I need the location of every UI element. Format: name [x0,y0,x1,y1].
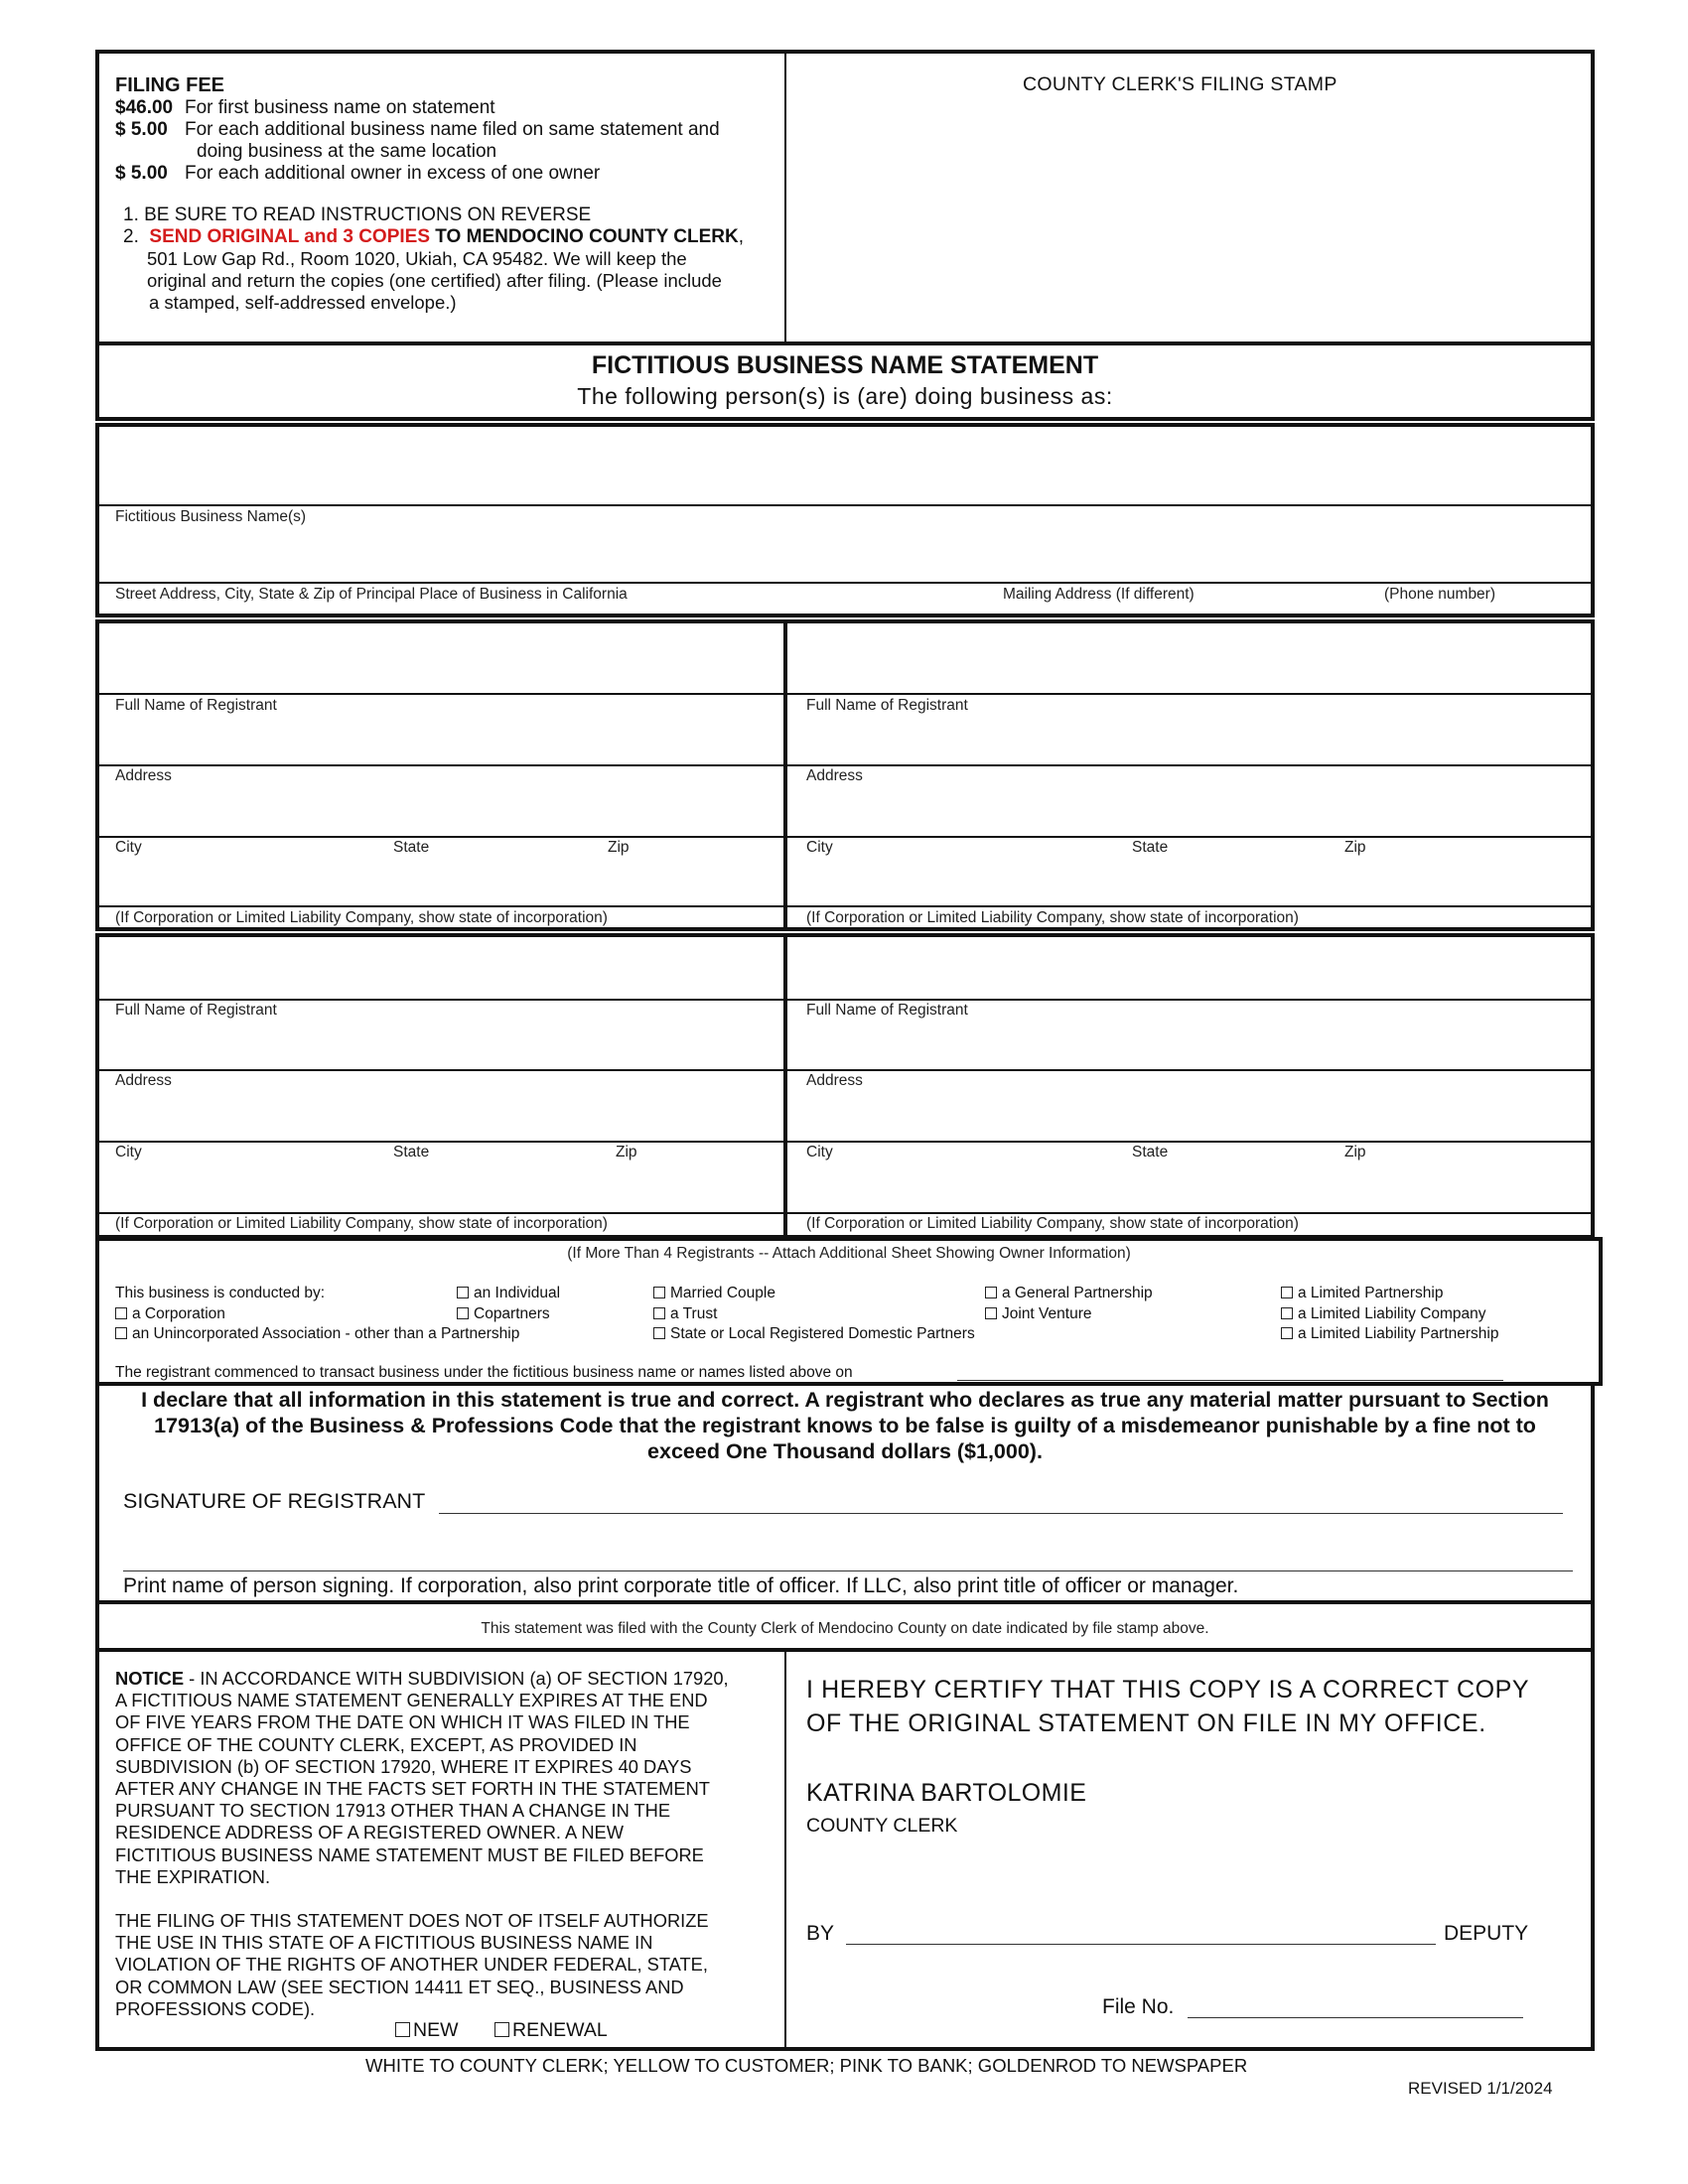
rule [97,836,784,838]
registrant-4-name-field[interactable] [790,939,1589,999]
street-address-label: Street Address, City, State & Zip of Principal Place of Business in California [115,586,628,603]
notice-line: OF FIVE YEARS FROM THE DATE ON WHICH IT WAS FILED IN THE [115,1711,690,1733]
fee-row: $46.00 For first business name on statement [115,97,495,118]
print-name-instructions: Print name of person signing. If corporation, also print corporate title of officer. If LLC, also print title of officer or manager. [123,1574,1239,1597]
fee-row: $ 5.00 For each additional business name filed on same statement and [115,119,720,140]
notice-line: FICTITIOUS BUSINESS NAME STATEMENT MUST BE FILED BEFORE [115,1843,704,1865]
address-label: Address [806,1072,863,1089]
registrants-divider [783,935,787,1237]
file-no-label: File No. [1102,1995,1175,2018]
commenced-label: The registrant commenced to transact business under the fictitious business name or names listed above on [115,1364,853,1381]
declaration-line: I declare that all information in this statement is true and correct. A registrant who declares as true any material matter pursuant to Section [141,1388,1549,1412]
notice-line: AFTER ANY CHANGE IN THE FACTS SET FORTH IN THE STATEMENT [115,1778,710,1800]
notice-line: THE EXPIRATION. [115,1865,271,1887]
commenced-date-field[interactable] [957,1358,1503,1381]
state-label: State [1132,1144,1169,1160]
incorporation-label: (If Corporation or Limited Liability Company, show state of incorporation) [806,1215,1299,1232]
zip-label: Zip [1344,839,1366,856]
rule [787,999,1593,1001]
checkbox-icon [653,1287,665,1298]
checkbox-copartners[interactable]: Copartners [457,1305,550,1323]
rule [97,905,784,907]
full-name-label: Full Name of Registrant [806,1002,968,1019]
rule [787,905,1593,907]
fee-row: doing business at the same location [197,141,497,162]
checkbox-icon [457,1287,469,1298]
full-name-label: Full Name of Registrant [115,1002,277,1019]
checkbox-llc[interactable]: a Limited Liability Company [1281,1305,1486,1323]
notice-line: THE USE IN THIS STATE OF A FICTITIOUS BUSINESS NAME IN [115,1932,653,1954]
header-divider [784,52,786,343]
checkbox-icon [1281,1307,1293,1319]
instruction-1: 1. BE SURE TO READ INSTRUCTIONS ON REVERSE [123,205,592,225]
rule [97,582,1593,584]
notice-section [115,1668,771,2020]
deputy-label: DEPUTY [1444,1922,1529,1945]
rule [97,1141,784,1143]
zip-label: Zip [1344,1144,1366,1160]
signature-label: SIGNATURE OF REGISTRANT [123,1489,426,1513]
checkbox-icon [985,1287,997,1298]
form-title: FICTITIOUS BUSINESS NAME STATEMENT [591,351,1099,379]
street-address-field[interactable] [101,528,1589,582]
bottom-divider [784,1650,786,2049]
mailing-address-label: Mailing Address (If different) [1003,586,1195,603]
filing-fee-section [115,73,744,314]
zip-label: Zip [608,839,630,856]
checkbox-llp[interactable]: a Limited Liability Partnership [1281,1325,1498,1343]
full-name-label: Full Name of Registrant [115,697,277,714]
instruction-2-line: 501 Low Gap Rd., Room 1020, Ukiah, CA 95482. We will keep the [147,248,687,269]
by-label: BY [806,1922,835,1945]
incorporation-label: (If Corporation or Limited Liability Company, show state of incorporation) [806,909,1299,926]
address-label: Address [115,767,172,784]
checkbox-icon [457,1307,469,1319]
checkbox-icon [1281,1287,1293,1298]
rule [787,1069,1593,1071]
declaration-line: 17913(a) of the Business & Professions Code that the registrant knows to be false is guilty of a misdemeanor punishable by a fine not to [154,1414,1536,1437]
checkbox-corporation[interactable]: a Corporation [115,1305,225,1323]
declaration-line: exceed One Thousand dollars ($1,000). [647,1439,1043,1463]
city-label: City [806,839,833,856]
state-label: State [1132,839,1169,856]
incorporation-label: (If Corporation or Limited Liability Company, show state of incorporation) [115,1215,608,1232]
checkbox-icon [653,1327,665,1339]
state-label: State [393,839,430,856]
revised-date: REVISED 1/1/2024 [1408,2079,1553,2098]
checkbox-icon [985,1307,997,1319]
rule [97,1069,784,1071]
rule [787,764,1593,766]
rule [97,504,1593,506]
notice-line: RESIDENCE ADDRESS OF A REGISTERED OWNER. A NEW [115,1822,624,1843]
clerk-name: KATRINA BARTOLOMIE [806,1779,1087,1807]
checkbox-icon [115,1307,127,1319]
rule [787,1141,1593,1143]
notice-line: VIOLATION OF THE RIGHTS OF ANOTHER UNDER FEDERAL, STATE, [115,1954,708,1976]
certify-line: OF THE ORIGINAL STATEMENT ON FILE IN MY OFFICE. [806,1709,1486,1737]
notice-line: OR COMMON LAW (SEE SECTION 14411 ET SEQ., BUSINESS AND [115,1976,684,1997]
instruction-2-line: original and return the copies (one certified) after filing. (Please include [147,270,722,291]
checkbox-individual[interactable]: an Individual [457,1285,560,1302]
full-name-label: Full Name of Registrant [806,697,968,714]
filing-stamp-label: COUNTY CLERK'S FILING STAMP [1023,73,1337,95]
notice-line: PROFESSIONS CODE). [115,1997,316,2019]
checkbox-icon [653,1307,665,1319]
file-no-field[interactable] [1188,1993,1523,2018]
checkbox-trust[interactable]: a Trust [653,1305,717,1323]
zip-label: Zip [616,1144,637,1160]
notice-line: PURSUANT TO SECTION 17913 OTHER THAN A CHANGE IN THE [115,1800,671,1822]
checkbox-domestic-partners[interactable]: State or Local Registered Domestic Partners [653,1325,975,1343]
checkbox-married-couple[interactable]: Married Couple [653,1285,775,1302]
clerk-title: COUNTY CLERK [806,1815,958,1837]
checkbox-general-partnership[interactable]: a General Partnership [985,1285,1153,1302]
rule [787,1212,1593,1214]
notice-line: A FICTITIOUS NAME STATEMENT GENERALLY EXPIRES AT THE END [115,1690,708,1711]
checkbox-unincorporated-association[interactable]: an Unincorporated Association - other than a Partnership [115,1325,519,1343]
deputy-signature-field[interactable] [846,1920,1436,1945]
checkbox-joint-venture[interactable]: Joint Venture [985,1305,1091,1323]
rule [97,999,784,1001]
city-label: City [115,839,142,856]
business-name-field[interactable] [101,429,1589,504]
city-label: City [115,1144,142,1160]
filed-with-note: This statement was filed with the County Clerk of Mendocino County on date indicated by file stamp above. [481,1620,1209,1637]
address-label: Address [806,767,863,784]
checkbox-new[interactable]: NEW [395,2019,459,2042]
address-label: Address [115,1072,172,1089]
business-name-label: Fictitious Business Name(s) [115,508,307,525]
registrant-2-name-field[interactable] [790,627,1589,693]
instruction-2-line: a stamped, self-addressed envelope.) [149,292,457,313]
rule [97,764,784,766]
notice-line: SUBDIVISION (b) OF SECTION 17920, WHERE IT EXPIRES 40 DAYS [115,1755,692,1777]
registrant-1-name-field[interactable] [101,627,780,693]
registrant-3-name-field[interactable] [101,939,780,999]
filing-fee-title: FILING FEE [115,74,224,96]
phone-label: (Phone number) [1384,586,1496,603]
rule [97,1212,784,1214]
checkbox-limited-partnership[interactable]: a Limited Partnership [1281,1285,1443,1302]
state-label: State [393,1144,430,1160]
rule [97,693,784,695]
notice-line: OFFICE OF THE COUNTY CLERK, EXCEPT, AS PROVIDED IN [115,1733,637,1755]
rule [787,693,1593,695]
more-registrants-note: (If More Than 4 Registrants -- Attach Additional Sheet Showing Owner Information) [567,1245,1131,1262]
instruction-2: 2. SEND ORIGINAL and 3 COPIES TO MENDOCINO COUNTY CLERK, [123,226,744,247]
notice-line: THE FILING OF THIS STATEMENT DOES NOT OF ITSELF AUTHORIZE [115,1910,709,1932]
checkbox-icon [395,2022,410,2037]
incorporation-label: (If Corporation or Limited Liability Company, show state of incorporation) [115,909,608,926]
form-subtitle: The following person(s) is (are) doing business as: [577,383,1113,409]
checkbox-renewal[interactable]: RENEWAL [494,2019,608,2042]
conducted-by-label: This business is conducted by: [115,1285,326,1301]
checkbox-icon [115,1327,127,1339]
fee-row: $ 5.00 For each additional owner in excess of one owner [115,163,601,184]
signature-field[interactable] [439,1487,1563,1514]
city-label: City [806,1144,833,1160]
checkbox-icon [494,2022,509,2037]
checkbox-icon [1281,1327,1293,1339]
rule [787,836,1593,838]
notice-line: NOTICE - IN ACCORDANCE WITH SUBDIVISION (a) OF SECTION 17920, [115,1668,729,1689]
certify-line: I HEREBY CERTIFY THAT THIS COPY IS A CORRECT COPY [806,1676,1530,1704]
registrants-divider [783,621,787,929]
print-name-field[interactable] [123,1539,1573,1571]
declaration-text [95,1387,1595,1464]
certify-section [806,1673,1529,1740]
distribution-note: WHITE TO COUNTY CLERK; YELLOW TO CUSTOMER; PINK TO BANK; GOLDENROD TO NEWSPAPER [365,2055,1248,2076]
